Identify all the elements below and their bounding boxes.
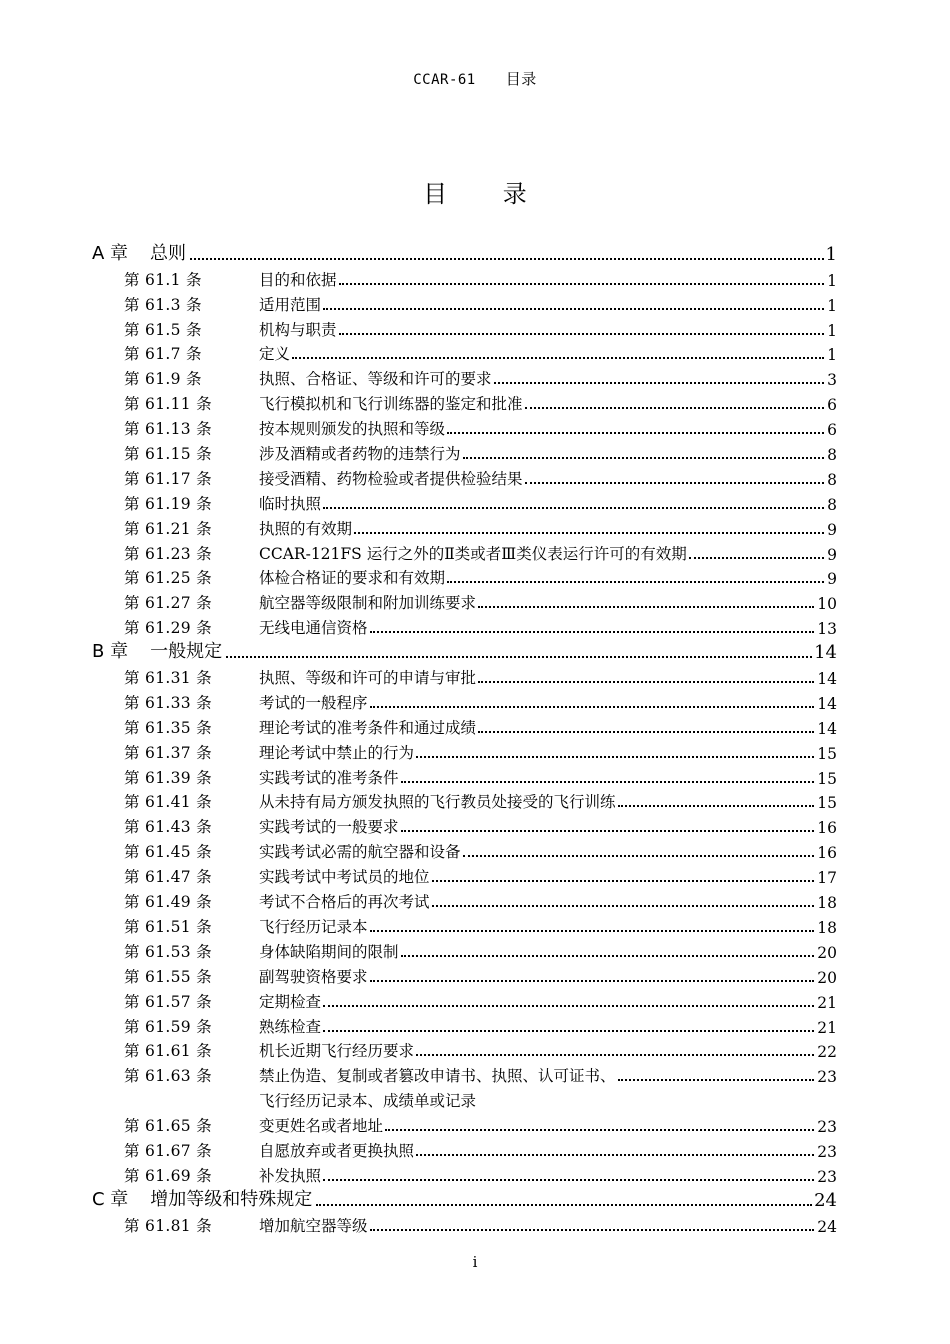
article-name: 实践考试必需的航空器和设备 [259, 843, 461, 862]
article-page: 6 [827, 396, 837, 415]
article-page: 1 [827, 296, 837, 315]
article-page: 23 [817, 1118, 837, 1137]
dot-leader [354, 531, 824, 534]
dot-leader [323, 1178, 814, 1181]
article-label: 第 61.25 条 [124, 569, 212, 588]
dot-leader [494, 381, 825, 384]
dot-leader [292, 356, 824, 359]
dot-leader [432, 904, 815, 907]
article-page: 20 [817, 968, 837, 987]
article-name: 执照、合格证、等级和许可的要求 [259, 370, 492, 389]
article-name: 定义 [259, 345, 291, 364]
article-page: 15 [817, 744, 837, 763]
toc-article-continuation [92, 1086, 837, 1111]
article-name: 实践考试的准考条件 [259, 768, 399, 787]
toc-article-entry[interactable] [92, 1061, 837, 1086]
article-name: 考试不合格后的再次考试 [259, 893, 430, 912]
article-name-continuation: 飞行经历记录本、成绩单或记录 [259, 1092, 477, 1111]
dot-leader [618, 804, 815, 807]
article-label: 第 61.21 条 [124, 519, 212, 538]
toc-article-entry[interactable] [92, 315, 837, 340]
article-label: 第 61.15 条 [124, 445, 212, 464]
article-label: 第 61.45 条 [124, 843, 212, 862]
article-name: 熟练检查 [259, 1017, 322, 1036]
article-name: 执照、等级和许可的申请与审批 [259, 669, 477, 688]
chapter-label: A 章 [92, 242, 129, 264]
article-page: 9 [827, 545, 837, 564]
article-name: 增加航空器等级 [259, 1216, 368, 1235]
toc-article-entry[interactable] [92, 265, 837, 290]
article-page: 24 [817, 1217, 837, 1236]
article-name: 禁止伪造、复制或者篡改申请书、执照、认可证书、 [259, 1067, 616, 1086]
article-label: 第 61.67 条 [124, 1141, 212, 1160]
article-name: 补发执照 [259, 1166, 322, 1185]
chapter-name: 增加等级和特殊规定 [150, 1188, 313, 1210]
document-code: CCAR-61 [413, 72, 476, 88]
article-name: 涉及酒精或者药物的违禁行为 [259, 445, 461, 464]
toc-article-entry[interactable] [92, 1037, 837, 1062]
article-name: 目的和依据 [259, 270, 337, 289]
dot-leader [190, 257, 824, 260]
article-page: 8 [827, 446, 837, 465]
dot-leader [370, 630, 815, 633]
dot-leader [323, 1029, 814, 1032]
article-label: 第 61.81 条 [124, 1216, 212, 1235]
article-name: 接受酒精、药物检验或者提供检验结果 [259, 469, 523, 488]
toc-article-entry[interactable] [92, 912, 837, 937]
chapter-name: 总则 [150, 242, 187, 264]
toc-article-entry[interactable] [92, 812, 837, 837]
toc-article-entry[interactable] [92, 937, 837, 962]
article-page: 1 [827, 346, 837, 365]
article-name: 执照的有效期 [259, 519, 353, 538]
article-page: 21 [817, 993, 837, 1012]
article-name: 副驾驶资格要求 [259, 967, 368, 986]
toc-article-entry[interactable] [92, 514, 837, 539]
article-label: 第 61.35 条 [124, 718, 212, 737]
article-name: 临时执照 [259, 494, 322, 513]
header-section: 目录 [505, 70, 537, 88]
toc-article-entry[interactable] [92, 663, 837, 688]
article-page: 18 [817, 894, 837, 913]
article-name: 从未持有局方颁发执照的飞行教员处接受的飞行训练 [259, 793, 616, 812]
chapter-page: 14 [814, 642, 837, 664]
article-name: 按本规则颁发的执照和等级 [259, 420, 446, 439]
article-page: 23 [817, 1068, 837, 1087]
toc-article-entry[interactable] [92, 464, 837, 489]
article-name: 理论考试中禁止的行为 [259, 743, 415, 762]
chapter-name: 一般规定 [150, 641, 223, 663]
article-page: 3 [827, 371, 837, 390]
article-name: 自愿放弃或者更换执照 [259, 1141, 415, 1160]
toc-article-entry[interactable] [92, 713, 837, 738]
dot-leader [316, 1203, 812, 1206]
article-label: 第 61.51 条 [124, 917, 212, 936]
article-name: 飞行模拟机和飞行训练器的鉴定和批准 [259, 395, 523, 414]
chapter-label: B 章 [92, 641, 129, 663]
toc-article-entry[interactable] [92, 688, 837, 713]
toc-article-entry[interactable] [92, 414, 837, 439]
article-page: 8 [827, 470, 837, 489]
toc-article-entry[interactable] [92, 763, 837, 788]
dot-leader [463, 854, 815, 857]
toc-article-entry[interactable] [92, 290, 837, 315]
article-label: 第 61.31 条 [124, 669, 212, 688]
dot-leader [416, 1053, 814, 1056]
article-label: 第 61.19 条 [124, 494, 212, 513]
article-name: 实践考试的一般要求 [259, 818, 399, 837]
article-label: 第 61.1 条 [124, 270, 202, 289]
article-label: 第 61.39 条 [124, 768, 212, 787]
article-page: 21 [817, 1018, 837, 1037]
article-page: 1 [827, 321, 837, 340]
article-name: 机长近期飞行经历要求 [259, 1042, 415, 1061]
page-number: i [472, 1253, 478, 1271]
dot-leader [370, 705, 815, 708]
article-label: 第 61.49 条 [124, 893, 212, 912]
article-label: 第 61.23 条 [124, 544, 212, 563]
dot-leader [323, 1004, 814, 1007]
dot-leader [447, 431, 824, 434]
article-name: 适用范围 [259, 295, 322, 314]
toc-article-entry[interactable] [92, 1161, 837, 1186]
article-label: 第 61.13 条 [124, 420, 212, 439]
article-label: 第 61.55 条 [124, 967, 212, 986]
article-name: 考试的一般程序 [259, 693, 368, 712]
dot-leader [401, 829, 815, 832]
toc-article-entry[interactable] [92, 1211, 837, 1236]
dot-leader [323, 307, 824, 310]
toc-chapter-entry[interactable] [92, 240, 837, 265]
toc-article-entry[interactable] [92, 738, 837, 763]
toc-article-entry[interactable] [92, 613, 837, 638]
article-page: 14 [817, 694, 837, 713]
article-page: 14 [817, 670, 837, 689]
article-label: 第 61.63 条 [124, 1067, 212, 1086]
article-page: 1 [827, 271, 837, 290]
article-name: 变更姓名或者地址 [259, 1117, 384, 1136]
article-page: 14 [817, 719, 837, 738]
dot-leader [370, 979, 815, 982]
article-page: 8 [827, 495, 837, 514]
article-page: 15 [817, 794, 837, 813]
toc-article-entry[interactable] [92, 389, 837, 414]
article-page: 6 [827, 421, 837, 440]
toc-article-entry[interactable] [92, 564, 837, 589]
dot-leader [416, 755, 814, 758]
article-label: 第 61.5 条 [124, 320, 202, 339]
article-label: 第 61.61 条 [124, 1042, 212, 1061]
running-header [0, 68, 950, 89]
article-name: 定期检查 [259, 992, 322, 1011]
article-page: 23 [817, 1142, 837, 1161]
toc-article-entry[interactable] [92, 837, 837, 862]
article-label: 第 61.17 条 [124, 469, 212, 488]
article-page: 9 [827, 570, 837, 589]
toc-article-entry[interactable] [92, 1136, 837, 1161]
article-name: 身体缺陷期间的限制 [259, 942, 399, 961]
article-label: 第 61.7 条 [124, 345, 202, 364]
toc-article-entry[interactable] [92, 588, 837, 613]
dot-leader [370, 929, 815, 932]
dot-leader [370, 1228, 815, 1231]
chapter-page: 1 [825, 243, 837, 265]
article-name: 机构与职责 [259, 320, 337, 339]
dot-leader [385, 1128, 814, 1131]
article-label: 第 61.65 条 [124, 1117, 212, 1136]
chapter-label: C 章 [92, 1188, 129, 1210]
article-page: 17 [817, 869, 837, 888]
dot-leader [323, 506, 824, 509]
toc-article-entry[interactable] [92, 340, 837, 365]
dot-leader [478, 730, 814, 733]
chapter-page: 24 [814, 1189, 837, 1211]
article-page: 15 [817, 769, 837, 788]
article-label: 第 61.43 条 [124, 818, 212, 837]
dot-leader [416, 1153, 814, 1156]
article-label: 第 61.53 条 [124, 942, 212, 961]
toc-article-entry[interactable] [92, 788, 837, 813]
article-page: 18 [817, 918, 837, 937]
article-name: 无线电通信资格 [259, 619, 368, 638]
article-label: 第 61.59 条 [124, 1017, 212, 1036]
article-page: 23 [817, 1167, 837, 1186]
article-label: 第 61.29 条 [124, 619, 212, 638]
article-label: 第 61.37 条 [124, 743, 212, 762]
dot-leader [478, 680, 814, 683]
toc-chapter-entry[interactable] [92, 638, 837, 663]
article-name: 体检合格证的要求和有效期 [259, 569, 446, 588]
table-of-contents [92, 240, 837, 1236]
toc-article-entry[interactable] [92, 364, 837, 389]
dot-leader [689, 556, 824, 559]
dot-leader [339, 332, 825, 335]
article-name: 航空器等级限制和附加训练要求 [259, 594, 477, 613]
article-page: 16 [817, 844, 837, 863]
toc-article-entry[interactable] [92, 1111, 837, 1136]
article-label: 第 61.41 条 [124, 793, 212, 812]
article-page: 9 [827, 520, 837, 539]
dot-leader [525, 406, 825, 409]
toc-article-entry[interactable] [92, 887, 837, 912]
article-label: 第 61.27 条 [124, 594, 212, 613]
toc-article-entry[interactable] [92, 862, 837, 887]
article-page: 22 [817, 1043, 837, 1062]
toc-article-entry[interactable] [92, 1012, 837, 1037]
article-page: 20 [817, 943, 837, 962]
article-label: 第 61.69 条 [124, 1166, 212, 1185]
article-label: 第 61.11 条 [124, 395, 212, 414]
article-name: 实践考试中考试员的地位 [259, 868, 430, 887]
article-label: 第 61.9 条 [124, 370, 202, 389]
article-name: CCAR-121FS 运行之外的Ⅱ类或者Ⅲ类仪表运行许可的有效期 [259, 544, 687, 563]
toc-article-entry[interactable] [92, 962, 837, 987]
toc-article-entry[interactable] [92, 489, 837, 514]
dot-leader [226, 655, 812, 658]
toc-article-entry[interactable] [92, 539, 837, 564]
dot-leader [339, 282, 825, 285]
article-page: 10 [817, 595, 837, 614]
toc-article-entry[interactable] [92, 439, 837, 464]
toc-article-entry[interactable] [92, 987, 837, 1012]
dot-leader [401, 780, 815, 783]
dot-leader [432, 879, 815, 882]
article-label: 第 61.57 条 [124, 992, 212, 1011]
article-page: 16 [817, 819, 837, 838]
dot-leader [478, 605, 814, 608]
article-page: 13 [817, 620, 837, 639]
dot-leader [447, 580, 824, 583]
dot-leader [463, 456, 825, 459]
toc-chapter-entry[interactable] [92, 1186, 837, 1211]
article-name: 理论考试的准考条件和通过成绩 [259, 718, 477, 737]
page-title: 目 录 [423, 180, 551, 208]
dot-leader [618, 1078, 815, 1081]
article-label: 第 61.47 条 [124, 868, 212, 887]
article-label: 第 61.33 条 [124, 693, 212, 712]
article-label: 第 61.3 条 [124, 295, 202, 314]
article-name: 飞行经历记录本 [259, 917, 368, 936]
dot-leader [525, 481, 825, 484]
dot-leader [401, 954, 815, 957]
